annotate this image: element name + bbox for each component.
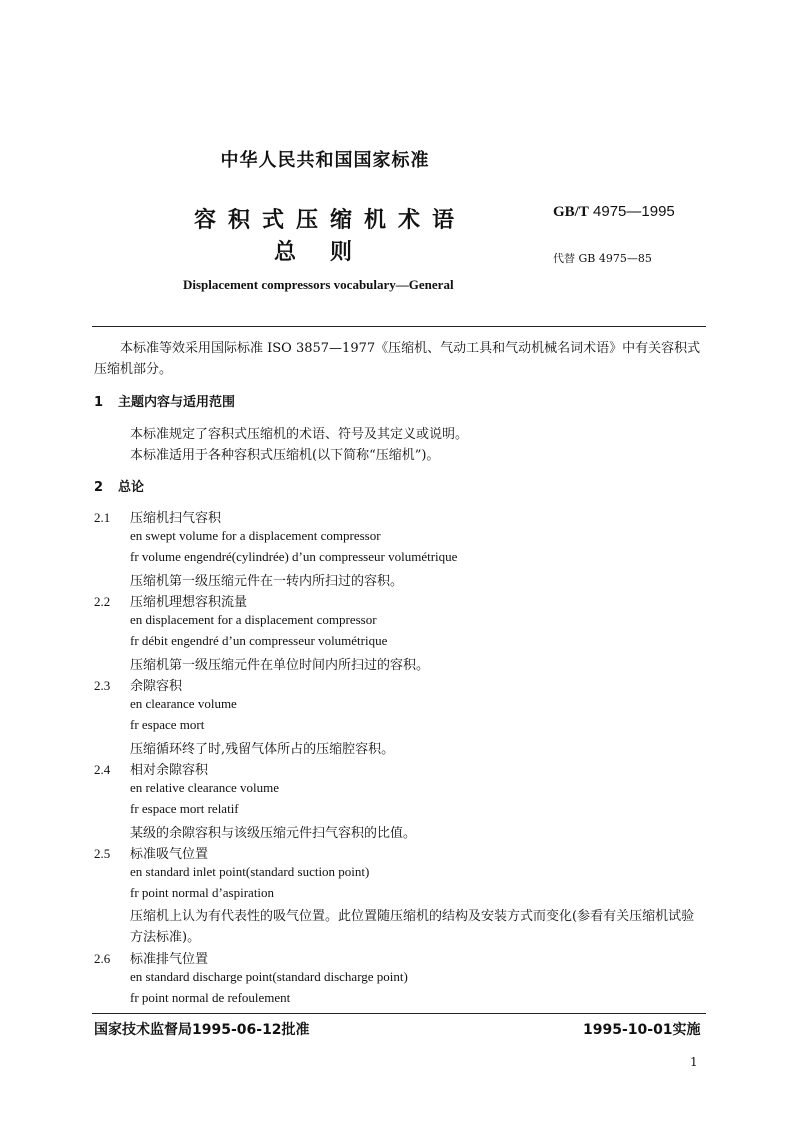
term-english: en standard inlet point(standard suction point) (130, 864, 370, 879)
term-number: 2.6 (94, 951, 111, 966)
page-number: 1 (690, 1055, 698, 1069)
term-french: fr volume engendré(cylindrée) d’un compresseur volumétrique (130, 549, 458, 564)
replaces-standard: 代替 GB 4975—85 (553, 252, 652, 265)
term-heading (94, 843, 208, 862)
term-english: en displacement for a displacement compressor (130, 612, 377, 627)
document-title: 容积式压缩机术语 (193, 208, 466, 233)
header-divider (92, 326, 706, 327)
term-number: 2.3 (94, 678, 111, 693)
effective-date: 1995-10-01实施 (583, 1022, 701, 1038)
section-number: 2 (94, 480, 104, 495)
term-french: fr point normal de refoulement (130, 990, 291, 1005)
term-heading (94, 507, 221, 526)
english-title: Displacement compressors vocabulary—General (183, 277, 454, 292)
term-title: 标准吸气位置 (130, 847, 209, 862)
term-heading (94, 591, 247, 610)
section-1-line: 本标准适用于各种容积式压缩机(以下简称“压缩机”)。 (130, 448, 440, 463)
term-heading (94, 759, 208, 778)
term-title: 压缩机理想容积流量 (130, 595, 248, 610)
approval-date: 国家技术监督局1995-06-12批准 (94, 1022, 310, 1038)
term-definition: 某级的余隙容积与该级压缩元件扫气容积的比值。 (130, 826, 417, 841)
term-french: fr espace mort (130, 717, 205, 732)
standard-number: 4975—1995 (593, 203, 675, 220)
section-number: 1 (94, 395, 104, 410)
term-french: fr point normal d’aspiration (130, 885, 275, 900)
term-title: 余隙容积 (130, 679, 183, 694)
term-title: 相对余隙容积 (130, 763, 209, 778)
standard-prefix: GB/T (553, 204, 589, 220)
term-english: en relative clearance volume (130, 780, 280, 795)
term-french: fr débit engendré d’un compresseur volumétrique (130, 633, 388, 648)
standard-code (553, 203, 675, 221)
term-title: 标准排气位置 (130, 952, 209, 967)
term-number: 2.5 (94, 846, 111, 861)
term-french: fr espace mort relatif (130, 801, 239, 816)
term-number: 2.1 (94, 510, 111, 525)
section-2-heading (94, 476, 144, 495)
term-heading (94, 675, 182, 694)
section-title: 主题内容与适用范围 (118, 395, 236, 410)
section-title: 总论 (118, 480, 145, 495)
term-definition: 压缩机上认为有代表性的吸气位置。此位置随压缩机的结构及安装方式而变化(参看有关压缩机试验方法标准)。 (130, 909, 695, 945)
term-number: 2.4 (94, 762, 111, 777)
intro-paragraph: 本标准等效采用国际标准 ISO 3857—1977《压缩机、气动工具和气动机械名词术语》中有关容积式压缩机部分。 (94, 341, 701, 377)
national-standard-header: 中华人民共和国国家标准 (220, 150, 430, 171)
term-english: en clearance volume (130, 696, 237, 711)
term-english: en swept volume for a displacement compressor (130, 528, 381, 543)
term-number: 2.2 (94, 594, 111, 609)
term-english: en standard discharge point(standard discharge point) (130, 969, 408, 984)
term-definition: 压缩机第一级压缩元件在一转内所扫过的容积。 (130, 574, 404, 589)
section-1-heading (94, 391, 235, 410)
term-definition: 压缩机第一级压缩元件在单位时间内所扫过的容积。 (130, 658, 430, 673)
section-1-line: 本标准规定了容积式压缩机的术语、符号及其定义或说明。 (130, 427, 469, 442)
footer-divider (92, 1013, 706, 1014)
term-heading (94, 948, 208, 967)
term-definition: 压缩循环终了时,残留气体所占的压缩腔容积。 (130, 742, 395, 757)
document-subtitle: 总则 (273, 240, 386, 265)
term-title: 压缩机扫气容积 (130, 511, 222, 526)
